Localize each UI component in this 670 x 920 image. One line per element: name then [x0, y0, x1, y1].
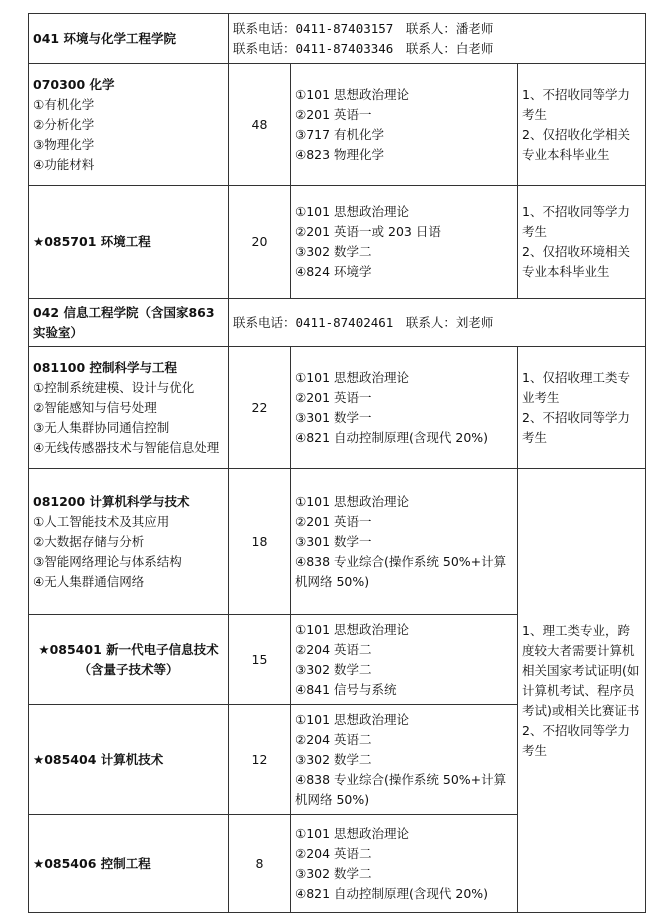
- contact-line: 联系电话：0411-87403157 联系人：潘老师: [233, 20, 494, 36]
- research-direction: ③物理化学: [33, 136, 95, 152]
- admissions-table: [28, 13, 646, 913]
- exam-subject: ④841 信号与系统: [295, 681, 397, 697]
- exam-cell: [291, 347, 518, 469]
- exam-subject: ③302 数学二: [295, 751, 372, 767]
- major-title: 081100 控制科学与工程: [33, 359, 178, 375]
- research-direction: ③无人集群协同通信控制: [33, 419, 170, 435]
- school-header-row: [29, 299, 646, 347]
- exam-subject: ①101 思想政治理论: [295, 369, 410, 385]
- major-cell: [29, 705, 229, 815]
- table-row: [29, 469, 646, 615]
- research-direction: ②分析化学: [33, 116, 95, 132]
- quota-cell: 15: [229, 615, 291, 705]
- exam-subject: ④821 自动控制原理(含现代 20%): [295, 429, 489, 445]
- exam-subject: ①101 思想政治理论: [295, 711, 410, 727]
- major-cell: [29, 615, 229, 705]
- exam-subject: ①101 思想政治理论: [295, 825, 410, 841]
- school-header-row: [29, 14, 646, 64]
- shared-notes-cell: 1、理工类专业，跨度较大者需要计算机相关国家考试证明(如计算机考试、程序员考试)或相关比赛证书 2、不招收同等学力考生: [518, 469, 646, 913]
- research-direction: ④无人集群通信网络: [33, 573, 145, 589]
- exam-subject: ④821 自动控制原理(含现代 20%): [295, 885, 489, 901]
- exam-subject: ③302 数学二: [295, 865, 372, 881]
- exam-cell: [291, 64, 518, 186]
- table-row: [29, 186, 646, 299]
- school-name: 041 环境与化学工程学院: [29, 14, 229, 64]
- table-row: [29, 347, 646, 469]
- exam-subject: ③717 有机化学: [295, 126, 385, 142]
- notes-cell: 1、不招收同等学力考生 2、仅招收化学相关专业本科毕业生: [518, 64, 646, 186]
- quota-cell: 12: [229, 705, 291, 815]
- research-direction: ②大数据存储与分析: [33, 533, 145, 549]
- school-name: 042 信息工程学院（含国家863实验室）: [29, 299, 229, 347]
- exam-subject: ④824 环境学: [295, 264, 372, 279]
- quota-cell: 18: [229, 469, 291, 615]
- exam-subject: ②204 英语二: [295, 845, 372, 861]
- major-title: ★085404 计算机技术: [33, 751, 164, 767]
- exam-subject: ③302 数学二: [295, 661, 372, 677]
- research-direction: ③智能网络理论与体系结构: [33, 553, 182, 569]
- research-direction: ①人工智能技术及其应用: [33, 513, 170, 529]
- contact-line: 联系电话：0411-87402461 联系人：刘老师: [233, 314, 494, 330]
- exam-subject: ③302 数学二: [295, 244, 372, 259]
- exam-cell: [291, 615, 518, 705]
- exam-subject: ②204 英语二: [295, 731, 372, 747]
- exam-cell: [291, 705, 518, 815]
- quota-cell: 8: [229, 815, 291, 913]
- exam-subject: ④838 专业综合(操作系统 50%+计算机网络 50%): [295, 553, 507, 589]
- exam-subject: ③301 数学一: [295, 533, 372, 549]
- school-contacts: [229, 14, 646, 64]
- exam-subject: ③301 数学一: [295, 409, 372, 425]
- major-cell: [29, 347, 229, 469]
- exam-subject: ①101 思想政治理论: [295, 621, 410, 637]
- exam-subject: ①101 思想政治理论: [295, 204, 410, 219]
- school-contacts: [229, 299, 646, 347]
- major-title: 070300 化学: [33, 76, 115, 92]
- research-direction: ④无线传感器技术与智能信息处理: [33, 439, 220, 455]
- exam-subject: ④823 物理化学: [295, 146, 385, 162]
- research-direction: ①控制系统建模、设计与优化: [33, 379, 195, 395]
- exam-subject: ②201 英语一或 203 日语: [295, 224, 441, 239]
- major-cell: [29, 64, 229, 186]
- major-title: ★085701 环境工程: [33, 234, 151, 249]
- notes-cell: 1、不招收同等学力考生 2、仅招收环境相关专业本科毕业生: [518, 186, 646, 299]
- contact-line: 联系电话：0411-87403346 联系人：白老师: [233, 40, 494, 56]
- exam-subject: ②201 英语一: [295, 513, 372, 529]
- major-cell: [29, 469, 229, 615]
- exam-cell: [291, 469, 518, 615]
- research-direction: ④功能材料: [33, 156, 95, 172]
- major-cell: [29, 815, 229, 913]
- exam-subject: ①101 思想政治理论: [295, 86, 410, 102]
- major-cell: [29, 186, 229, 299]
- exam-subject: ①101 思想政治理论: [295, 493, 410, 509]
- major-title: 081200 计算机科学与技术: [33, 493, 190, 509]
- major-title: ★085401 新一代电子信息技术（含量子技术等）: [38, 641, 219, 677]
- exam-subject: ②201 英语一: [295, 106, 372, 122]
- exam-cell: [291, 186, 518, 299]
- notes-cell: 1、仅招收理工类专业考生 2、不招收同等学力考生: [518, 347, 646, 469]
- exam-subject: ②204 英语二: [295, 641, 372, 657]
- exam-subject: ②201 英语一: [295, 389, 372, 405]
- research-direction: ②智能感知与信号处理: [33, 399, 157, 415]
- quota-cell: 22: [229, 347, 291, 469]
- quota-cell: 48: [229, 64, 291, 186]
- exam-cell: [291, 815, 518, 913]
- table-row: [29, 64, 646, 186]
- research-direction: ①有机化学: [33, 96, 95, 112]
- quota-cell: 20: [229, 186, 291, 299]
- exam-subject: ④838 专业综合(操作系统 50%+计算机网络 50%): [295, 771, 507, 807]
- major-title: ★085406 控制工程: [33, 855, 151, 871]
